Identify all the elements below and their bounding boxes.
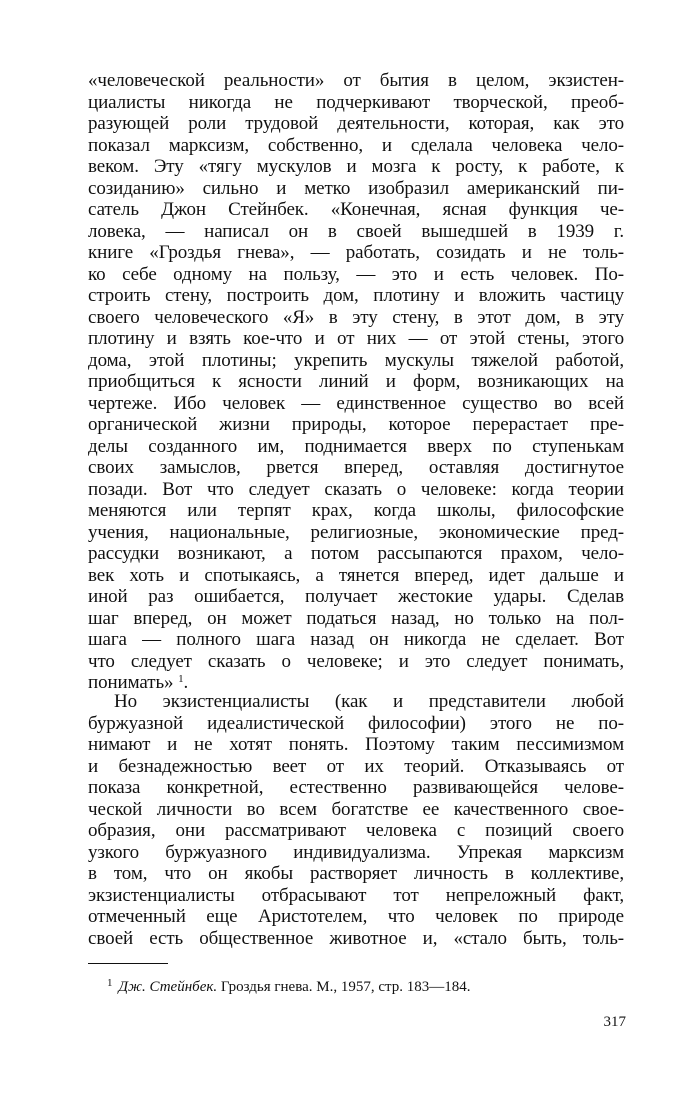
paragraph-1 [88, 70, 624, 694]
text-line-last: понимать» $^1$. [88, 672, 189, 693]
text-line: рассудки возникают, а потом рассыпаются прахом, чело- [88, 543, 624, 564]
text-line: образия, они рассматривают человека с позиций своего [88, 820, 624, 841]
text-line: своего человеческого «Я» в эту стену, в этот дом, в эту [88, 306, 624, 328]
text-line: своих замыслов, рвется вперед, оставляя достигнутое [88, 457, 624, 478]
text-line: делы созданного им, поднимается вверх по ступенькам [88, 435, 624, 457]
footnote [107, 973, 471, 997]
text-line: в том, что он якобы растворяет личность в коллективе, [88, 863, 624, 884]
text-line: нимают и не хотят понять. Поэтому таким пессимизмом [88, 734, 624, 755]
text-line: ческой личности во всем богатстве ее качественного свое- [88, 798, 624, 820]
text-line: разующей роли трудовой деятельности, которая, как это [88, 113, 624, 134]
text-line: учения, национальные, религиозные, экономические пред- [88, 521, 624, 543]
footnote-reference[interactable]: 1 [178, 673, 184, 685]
text-line: чертеже. Ибо человек — единственное существо во всей [88, 392, 624, 414]
text-line: что следует сказать о человеке; и это следует понимать, [88, 650, 624, 672]
text-line: показа конкретной, естественно развивающейся челове- [88, 777, 624, 798]
text-line: органической жизни природы, которое перерастает пре- [88, 414, 624, 435]
text-line: строить стену, построить дом, плотину и вложить частицу [88, 285, 624, 306]
text-line: шага — полного шага назад он никогда не сделает. Вот [88, 629, 624, 650]
text-line: дома, этой плотины; укрепить мускулы тяжелой работой, [88, 349, 624, 371]
text-line: своей есть общественное животное и, «стало быть, толь- [88, 927, 624, 949]
text-line: «человеческой реальности» от бытия в целом, экзистен- [88, 70, 624, 91]
text-line: плотину и взять кое-что и от них — от этой стены, этого [88, 328, 624, 349]
text-line: приобщиться к ясности линий и форм, возникающих на [88, 371, 624, 392]
paragraph-2 [88, 691, 624, 949]
text-line: позади. Вот что следует сказать о человеке: когда теории [88, 478, 624, 500]
text-line: сатель Джон Стейнбек. «Конечная, ясная функция че- [88, 199, 624, 220]
text-line: отмеченный еще Аристотелем, что человек по природе [88, 906, 624, 927]
text-line: созиданию» сильно и метко изобразил американский пи- [88, 177, 624, 199]
footnote-divider [88, 963, 168, 964]
text-line: и безнадежностью веет от их теорий. Отказываясь от [88, 755, 624, 777]
text-line: иной раз ошибается, получает жестокие удары. Сделав [88, 586, 624, 607]
text-line: ко себе одному на пользу, — это и есть человек. По- [88, 263, 624, 285]
text-line: циалисты никогда не подчеркивают творческой, преоб- [88, 91, 624, 113]
footnote-author: Дж. Стейнбек. [118, 979, 218, 995]
page-number: 317 [603, 1014, 626, 1030]
text-line: век хоть и спотыкаясь, а тянется вперед, идет дальше и [88, 564, 624, 586]
footnote-mark: 1 [107, 977, 113, 989]
text-line: буржуазной идеалистической философии) этого не по- [88, 712, 624, 734]
text-line: Но экзистенциалисты (как и представители любой [114, 691, 624, 712]
footnote-text: Гроздья гнева. М., 1957, стр. 183—184. [220, 979, 471, 995]
text-line: веком. Эту «тягу мускулов и мозга к росту, к работе, к [88, 156, 624, 177]
text-line: ловека, — написал он в своей вышедшей в 1939 г. [88, 220, 624, 242]
text-line: шаг вперед, он может податься назад, но только на пол- [88, 607, 624, 629]
text-line: узкого буржуазного индивидуализма. Упрекая марксизм [88, 841, 624, 863]
text-line: показал марксизм, собственно, и сделала человека чело- [88, 134, 624, 156]
text-line: книге «Гроздья гнева», — работать, созидать и не толь- [88, 242, 624, 263]
text-line: меняются или терпят крах, когда школы, философские [88, 500, 624, 521]
text-line-content: понимать» [88, 672, 174, 693]
text-line: экзистенциалисты отбрасывают тот непреложный факт, [88, 884, 624, 906]
